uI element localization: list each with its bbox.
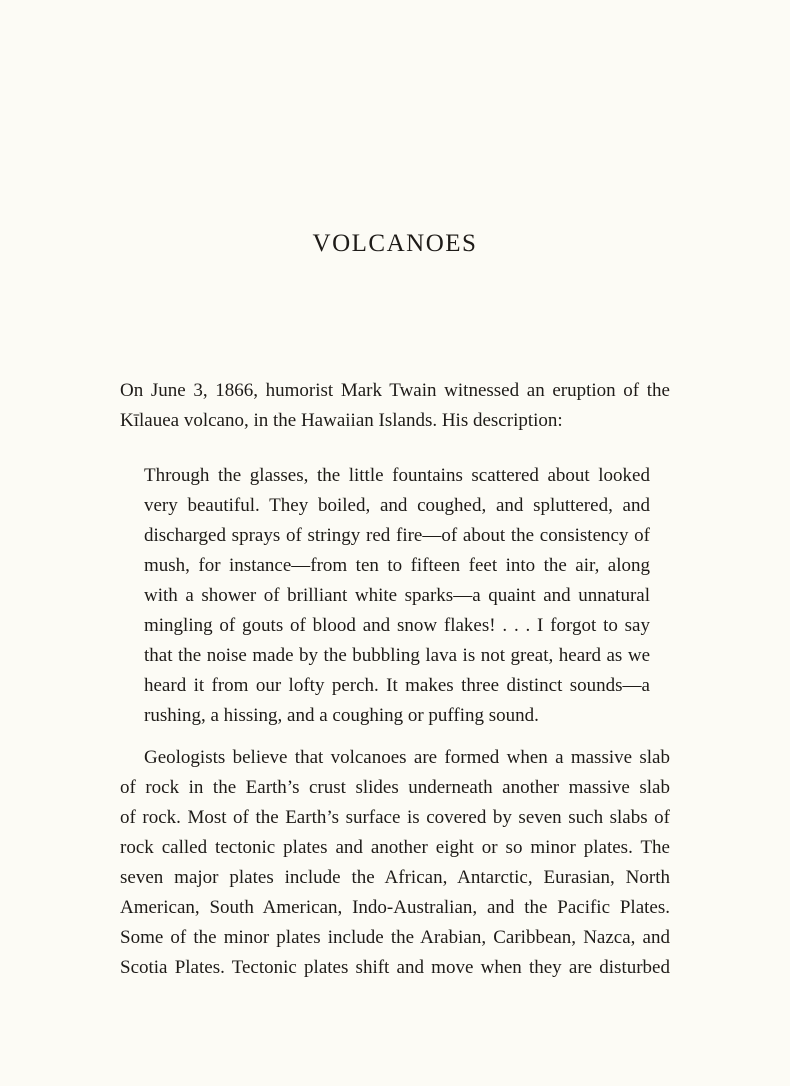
body-line-8: Scotia Plates. Tectonic plates shift and move when they are disturbed	[120, 957, 670, 978]
intro-line-2: Kīlauea volcano, in the Hawaiian Islands. His description:	[120, 410, 563, 431]
intro-line-1: On June 3, 1866, humorist Mark Twain witnessed an eruption of the	[120, 380, 670, 401]
body-line-3: of rock. Most of the Earth’s surface is covered by seven such slabs of	[120, 807, 670, 828]
quote-line-5: with a shower of brilliant white sparks—a quaint and unnatural	[144, 585, 650, 606]
quote-line-9: rushing, a hissing, and a coughing or puffing sound.	[144, 705, 539, 726]
body-line-7: Some of the minor plates include the Arabian, Caribbean, Nazca, and	[120, 927, 670, 948]
body-line-1: Geologists believe that volcanoes are formed when a massive slab	[144, 747, 670, 768]
body-line-6: American, South American, Indo-Australian, and the Pacific Plates.	[120, 897, 670, 918]
quote-line-8: heard it from our lofty perch. It makes three distinct sounds—a	[144, 675, 650, 696]
quote-line-6: mingling of gouts of blood and snow flakes! . . . I forgot to say	[144, 615, 650, 636]
chapter-title: VOLCANOES	[312, 230, 478, 257]
quote-line-2: very beautiful. They boiled, and coughed, and spluttered, and	[144, 495, 650, 516]
body-line-2: of rock in the Earth’s crust slides underneath another massive slab	[120, 777, 670, 798]
quote-line-4: mush, for instance—from ten to fifteen feet into the air, along	[144, 555, 650, 576]
body-line-4: rock called tectonic plates and another eight or so minor plates. The	[120, 837, 670, 858]
body-line-5: seven major plates include the African, Antarctic, Eurasian, North	[120, 867, 670, 888]
quote-line-1: Through the glasses, the little fountains scattered about looked	[144, 465, 650, 486]
quote-line-7: that the noise made by the bubbling lava is not great, heard as we	[144, 645, 650, 666]
quote-line-3: discharged sprays of stringy red fire—of about the consistency of	[144, 525, 650, 546]
